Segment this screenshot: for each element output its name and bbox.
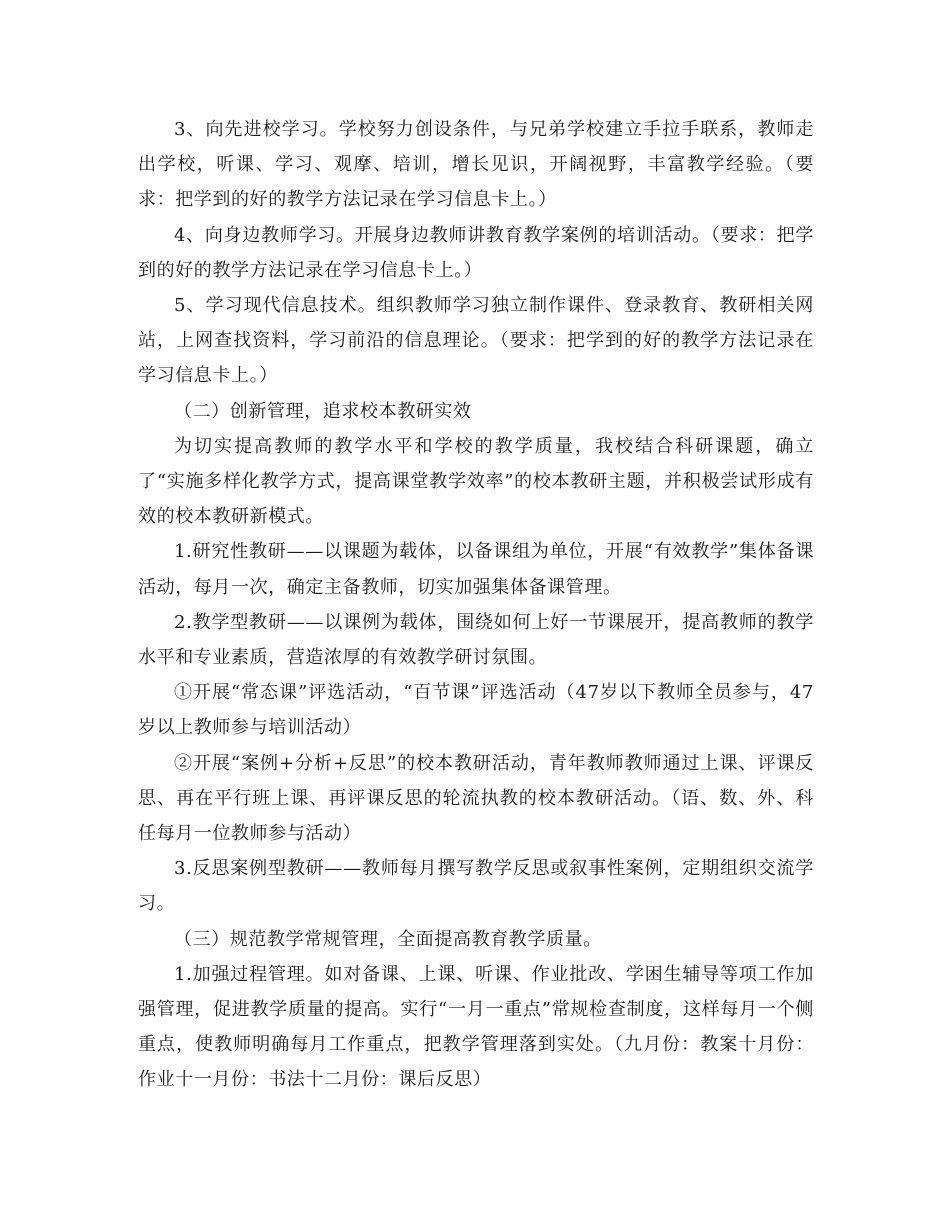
paragraph-learn-advanced-schools: 3、向先进校学习。学校努力创设条件，与兄弟学校建立手拉手联系，教师走出学校，听课、学习、观摩、培训，增长见识，开阔视野，丰富教学经验。（要求：把学到的好的教学方法记录在学习信息卡上。）	[138, 119, 814, 211]
paragraph-research-type: 1.研究性教研——以课题为载体，以备课组为单位，开展“有效教学”集体备课活动，每月一次，确定主备教师，切实加强集体备课管理。	[138, 541, 814, 598]
paragraph-reflection-type: 3.反思案例型教研——教师每月撰写教学反思或叙事性案例，定期组织交流学习。	[138, 858, 814, 915]
paragraph-research-theme: 为切实提高教师的教学水平和学校的教学质量，我校结合科研课题，确立了“实施多样化教学方式，提高课堂教学效率”的校本教研主题，并积极尝试形成有效的校本教研新模式。	[138, 435, 814, 528]
paragraph-case-analysis: ②开展“案例+分析+反思”的校本教研活动，青年教师教师通过上课、评课反思、再在平行班上课、再评课反思的轮流执教的校本教研活动。（语、数、外、科任每月一位教师参与活动）	[138, 752, 814, 845]
section-heading-routine-management: （三）规范教学常规管理，全面提高教育教学质量。	[174, 928, 602, 950]
section-heading-innovative-management: （二）创新管理，追求校本教研实效	[174, 400, 472, 422]
document-body	[138, 112, 814, 1098]
paragraph-process-management: 1.加强过程管理。如对备课、上课、听课、作业批改、学困生辅导等项工作加强管理，促进教学质量的提高。实行“一月一重点”常规检查制度，这样每月一个侧重点，使教师明确每月工作重点，把教学管理落到实处。（九月份：教案十月份：作业十一月份：书法十二月份：课后反思）	[138, 963, 814, 1091]
paragraph-learn-peer-teachers: 4、向身边教师学习。开展身边教师讲教育教学案例的培训活动。（要求：把学到的好的教学方法记录在学习信息卡上。）	[138, 224, 814, 281]
paragraph-teaching-type: 2.教学型教研——以课例为载体，围绕如何上好一节课展开，提高教师的教学水平和专业素质，营造浓厚的有效教学研讨氛围。	[138, 611, 814, 669]
paragraph-lesson-competition: ①开展“常态课”评选活动，“百节课”评选活动（47岁以下教师全员参与，47岁以上教师参与培训活动）	[138, 682, 814, 739]
paragraph-learn-it: 5、学习现代信息技术。组织教师学习独立制作课件、登录教育、教研相关网站，上网查找资料，学习前沿的信息理论。（要求：把学到的好的教学方法记录在学习信息卡上。）	[138, 295, 814, 387]
